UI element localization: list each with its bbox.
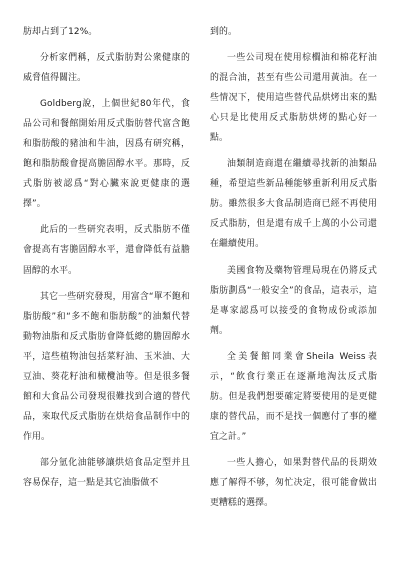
- right-column: [210, 22, 377, 513]
- paragraph: 一些公司現在使用棕櫚油和棉花籽油的混合油，甚至有些公司還用黃油。在一些情况下，使用這些替代品烘烤出來的點心只是比使用反式脂肪烘烤的點心好一點。: [210, 53, 377, 144]
- paragraph: 此后的一些研究表明，反式脂肪不僅會提高有害膽固醇水平，還會降低有益膽固醇的水平。: [23, 225, 190, 276]
- paragraph: 全美餐館同業會Sheila Weiss表示，“飲食行業正在逐漸地淘汰反式脂肪。但是我們想要確定將要使用的是更健康的替代品，而不是找一個應付了事的權宜之計。”: [210, 351, 377, 442]
- paragraph: 其它一些研究發現，用富含“單不飽和脂肪酸”和“多不飽和脂肪酸”的油類代替動物油脂和反式脂肪會降低總的膽固醇水平，這些植物油包括菜籽油、玉米油、大豆油、葵花籽油和橄欖油等。但是很多餐館和大食品公司發現很難找到合適的替代品，來取代反式脂肪在烘焙食品制作中的作用。: [23, 291, 190, 442]
- paragraph: 肪却占到了12%。: [23, 27, 98, 37]
- paragraph: 分析家們稱，反式脂肪對公衆健康的威脅值得關注。: [23, 53, 190, 84]
- left-column: [23, 22, 190, 493]
- paragraph: 一些人擔心，如果對替代品的長期效應了解得不够，匆忙决定，很可能會做出更糟糕的選擇。: [210, 457, 377, 509]
- paragraph: 油類制造商還在繼續尋找新的油類品種，希望這些新品種能够重新利用反式脂肪。雖然很多大食品制造商已經不再使用反式脂肪，但是還有成千上萬的小公司還在繼續使用。: [210, 159, 377, 250]
- paragraph: Goldberg說，上個世紀80年代，食品公司和餐館開始用反式脂肪替代富含飽和脂肪酸的豬油和牛油，因爲有研究稱，飽和脂肪酸會提高膽固醇水平。那時，反式脂肪被認爲“對心臟來說更健康的選擇”。: [23, 99, 190, 210]
- paragraph: 美國食物及藥物管理局現在仍將反式脂肪劃爲“一般安全”的食品，這表示，這是專家認爲可以接受的食物成份或添加劑。: [210, 265, 377, 336]
- paragraph: 部分氫化油能够讓烘焙食品定型并且容易保存，這一點是其它油脂做不: [23, 457, 190, 488]
- paragraph: 到的。: [210, 27, 238, 37]
